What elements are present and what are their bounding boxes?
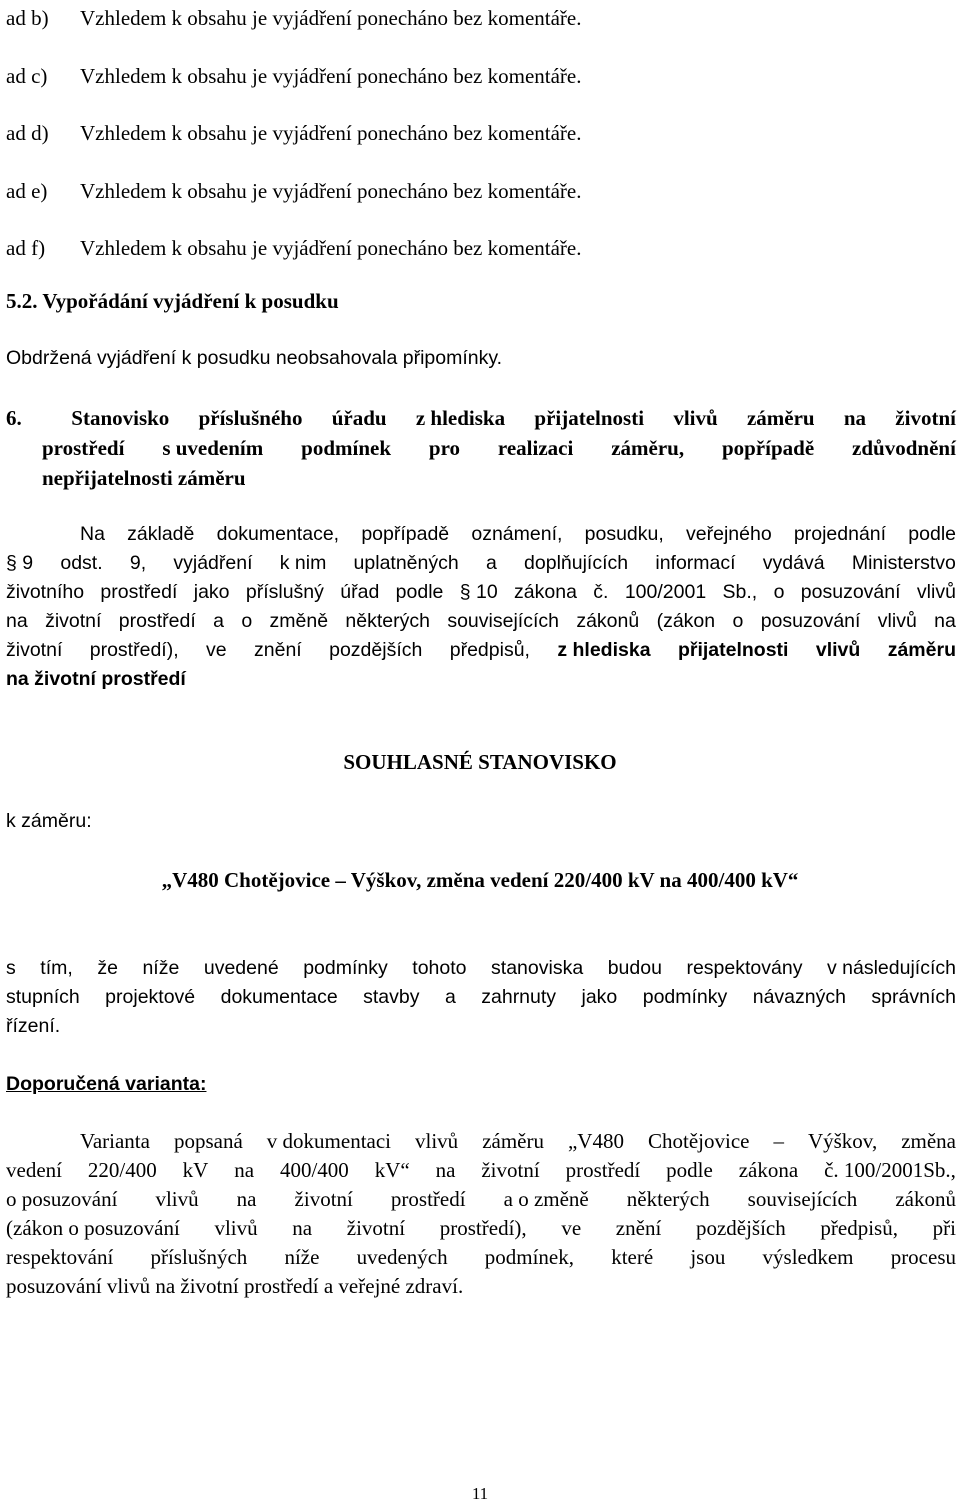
text-word: § 10 — [459, 581, 498, 603]
text-word: souvisejících — [747, 1187, 858, 1211]
text-word: prostředí — [118, 610, 196, 632]
text-word: prostředí — [100, 581, 178, 603]
text-word: zákonů — [895, 1187, 956, 1211]
ad-item — [6, 5, 581, 31]
text-word: na životní prostředí — [6, 668, 186, 690]
text-word: posuzování — [800, 581, 901, 603]
text-word: Chotějovice — [647, 1129, 750, 1153]
text-word: vydává — [762, 552, 825, 574]
page-number: 11 — [471, 1484, 489, 1503]
text-word: odst. — [60, 552, 103, 574]
text-word: zákona — [738, 1158, 799, 1182]
text-word: tohoto — [412, 957, 467, 979]
text-word: základě — [127, 523, 195, 545]
text-word: a o změně — [503, 1187, 589, 1211]
text-word: podle — [395, 581, 444, 603]
text-word: na — [934, 610, 956, 632]
text-word: § 9 — [6, 552, 34, 574]
text-word: kV — [182, 1158, 209, 1182]
text-word: ve — [561, 1216, 582, 1240]
text-word: níže — [142, 957, 180, 979]
text-word: 220/400 — [87, 1158, 157, 1182]
text-word: znění — [254, 639, 302, 661]
title-word: přijatelnosti — [534, 406, 645, 430]
text-word: Varianta — [80, 1129, 150, 1153]
text-line — [6, 607, 956, 636]
ad-item — [6, 178, 581, 204]
text-word: záměru — [887, 639, 956, 661]
text-word: jako — [193, 581, 230, 603]
text-word: kV“ — [374, 1158, 410, 1182]
title-word: s uvedením — [162, 436, 264, 460]
text-word: 9, — [129, 552, 147, 574]
text-word: v následujících — [826, 957, 956, 979]
section-52-heading: 5.2. Vypořádání vyjádření k posudku — [6, 289, 339, 313]
text-word: na — [6, 610, 28, 632]
text-word: vlivů — [155, 1187, 199, 1211]
ad-item-label: ad b) — [6, 6, 49, 30]
ad-item — [6, 235, 581, 261]
title-word: Stanovisko — [71, 406, 170, 430]
text-word: – — [773, 1129, 784, 1153]
title-word: záměru, — [611, 436, 685, 460]
text-word: tím, — [40, 957, 73, 979]
text-word: předpisů, — [820, 1216, 898, 1240]
text-word: s — [6, 957, 16, 979]
text-word: posuzování — [760, 610, 861, 632]
text-word: o — [732, 610, 744, 632]
title-word: nepřijatelnosti záměru — [42, 466, 246, 490]
section-6-title-line — [6, 463, 956, 493]
text-word: k nim — [279, 552, 327, 574]
text-word: změna — [901, 1129, 956, 1153]
verdict-title: SOUHLASNÉ STANOVISKO — [343, 750, 617, 774]
section-6-number: 6. — [6, 406, 22, 430]
text-word: na — [236, 1187, 257, 1211]
text-line — [6, 1127, 956, 1156]
text-word: Ministerstvo — [851, 552, 956, 574]
text-word: Na — [80, 523, 105, 545]
text-line — [6, 520, 956, 549]
title-word: záměru — [746, 406, 815, 430]
text-word: znění — [615, 1216, 662, 1240]
text-word: respektovány — [686, 957, 803, 979]
section-6-title-line — [6, 403, 956, 433]
text-word: dokumentace — [220, 986, 338, 1008]
text-word: vlivů — [214, 1216, 258, 1240]
text-word: životní — [346, 1216, 406, 1240]
project-title: „V480 Chotějovice – Výškov, změna vedení 220/400 kV na 400/400 kV“ — [161, 868, 799, 892]
text-word: na — [292, 1216, 313, 1240]
text-word: podmínky — [303, 957, 388, 979]
ad-item-text: Vzhledem k obsahu je vyjádření ponecháno bez komentáře. — [80, 6, 582, 30]
text-word: o posuzování — [6, 1187, 118, 1211]
text-line — [6, 954, 956, 983]
text-word: oznámení, — [471, 523, 563, 545]
text-word: informací — [655, 552, 736, 574]
title-word: z hlediska — [415, 406, 506, 430]
section-6-paragraph — [6, 520, 956, 694]
ad-item-text: Vzhledem k obsahu je vyjádření ponecháno bez komentáře. — [80, 178, 582, 203]
text-word: o — [773, 581, 785, 603]
text-word: č. 100/2001Sb., — [824, 1158, 956, 1182]
text-word: jako — [581, 986, 618, 1008]
text-word: zákonů — [576, 610, 640, 632]
title-word: prostředí — [42, 436, 125, 460]
text-word: o — [241, 610, 253, 632]
title-word: úřadu — [331, 406, 387, 430]
text-word: posuzování vlivů na životní prostředí a veřejné zdraví. — [6, 1274, 464, 1298]
text-word: uvedených — [356, 1245, 448, 1269]
text-word: na — [234, 1158, 255, 1182]
text-word: budou — [607, 957, 662, 979]
text-line — [6, 1012, 956, 1041]
text-word: návazných — [752, 986, 846, 1008]
text-word: (zákon — [656, 610, 716, 632]
text-word: podle — [666, 1158, 713, 1182]
text-word: jsou — [690, 1245, 726, 1269]
text-line — [6, 1272, 956, 1301]
text-word: „V480 — [567, 1129, 624, 1153]
title-word: životní — [895, 406, 956, 430]
recommended-heading: Doporučená varianta: — [6, 1073, 207, 1095]
text-word: některých — [345, 610, 430, 632]
text-line — [6, 983, 956, 1012]
conditions-paragraph — [6, 954, 956, 1041]
ad-item-text: Vzhledem k obsahu je vyjádření ponecháno bez komentáře. — [80, 121, 582, 145]
text-word: stanoviska — [491, 957, 584, 979]
text-word: v dokumentaci — [266, 1129, 392, 1153]
text-line — [6, 1156, 956, 1185]
ad-item-label: ad d) — [6, 121, 49, 145]
text-word: podle — [908, 523, 956, 545]
text-word: vlivů — [415, 1129, 459, 1153]
title-word: vlivů — [673, 406, 718, 430]
title-word: zdůvodnění — [852, 436, 956, 460]
text-word: 400/400 — [279, 1158, 349, 1182]
text-line — [6, 665, 956, 694]
text-word: procesu — [890, 1245, 956, 1269]
text-word: správních — [871, 986, 956, 1008]
text-word: Sb., — [722, 581, 758, 603]
text-word: přijatelnosti — [677, 639, 789, 661]
text-word: veřejného — [686, 523, 772, 545]
text-word: projednání — [793, 523, 887, 545]
text-word: podmínek, — [484, 1245, 575, 1269]
text-word: změně — [269, 610, 329, 632]
ad-item-label: ad e) — [6, 178, 48, 203]
text-word: projektové — [105, 986, 196, 1008]
text-word: příslušných — [150, 1245, 248, 1269]
text-line — [6, 578, 956, 607]
text-word: stupních — [6, 986, 80, 1008]
text-word: prostředí — [390, 1187, 466, 1211]
text-word: výsledkem — [762, 1245, 854, 1269]
recommended-paragraph — [6, 1127, 956, 1301]
text-word: stavby — [363, 986, 420, 1008]
ad-item — [6, 63, 581, 89]
text-line — [6, 549, 956, 578]
text-word: předpisů, — [449, 639, 530, 661]
text-word: č. — [593, 581, 609, 603]
text-word: níže — [284, 1245, 320, 1269]
title-word: realizaci — [497, 436, 574, 460]
title-word: příslušného — [198, 406, 303, 430]
text-word: životní — [45, 610, 102, 632]
text-word: uvedené — [203, 957, 279, 979]
text-word: dokumentace, — [216, 523, 340, 545]
text-line — [6, 1185, 956, 1214]
text-word: popřípadě — [361, 523, 450, 545]
title-word: na — [843, 406, 867, 430]
text-line — [6, 636, 956, 665]
text-word: Výškov, — [807, 1129, 878, 1153]
text-word: podmínky — [642, 986, 728, 1008]
text-word: životní — [294, 1187, 353, 1211]
title-word: podmínek — [301, 436, 392, 460]
text-line — [6, 1214, 956, 1243]
text-word: řízení. — [6, 1015, 61, 1037]
text-line — [6, 1243, 956, 1272]
text-word: uplatněných — [353, 552, 459, 574]
text-word: prostředí — [565, 1158, 641, 1182]
section-6-title — [6, 403, 956, 493]
text-word: prostředí), — [439, 1216, 527, 1240]
text-word: prostředí), — [89, 639, 179, 661]
text-word: vlivů — [815, 639, 861, 661]
ad-item-text: Vzhledem k obsahu je vyjádření ponecháno bez komentáře. — [80, 63, 582, 88]
text-word: vedení — [6, 1158, 62, 1182]
text-word: zákona — [514, 581, 577, 603]
text-word: a — [444, 986, 456, 1008]
k-zameru-label: k záměru: — [6, 810, 92, 832]
ad-item — [6, 120, 581, 146]
text-word: pozdějších — [329, 639, 423, 661]
text-word: 100/2001 — [624, 581, 707, 603]
text-word: pozdějších — [695, 1216, 786, 1240]
text-word: že — [97, 957, 118, 979]
text-word: při — [932, 1216, 956, 1240]
text-word: na — [435, 1158, 456, 1182]
text-word: vlivů — [877, 610, 917, 632]
text-word: z hlediska — [557, 639, 651, 661]
text-word: vlivů — [916, 581, 956, 603]
text-word: životního — [6, 581, 85, 603]
text-word: doplňujících — [524, 552, 629, 574]
title-word: popřípadě — [721, 436, 815, 460]
text-word: popsaná — [173, 1129, 243, 1153]
ad-item-text: Vzhledem k obsahu je vyjádření ponecháno bez komentáře. — [80, 236, 582, 260]
ad-item-label: ad c) — [6, 63, 48, 88]
text-word: životní — [6, 639, 63, 661]
text-word: příslušný — [245, 581, 324, 603]
text-word: (zákon o posuzování — [6, 1216, 180, 1240]
ad-item-label: ad f) — [6, 236, 46, 260]
section-6-title-line — [6, 433, 956, 463]
title-word: pro — [428, 436, 461, 460]
text-word: a — [213, 610, 224, 632]
text-word: úřad — [340, 581, 380, 603]
text-word: vyjádření — [173, 552, 253, 574]
text-word: souvisejících — [447, 610, 559, 632]
text-word: ve — [206, 639, 227, 661]
section-52-text: Obdržená vyjádření k posudku neobsahovala připomínky. — [6, 347, 503, 369]
text-word: posudku, — [584, 523, 664, 545]
text-word: a — [485, 552, 497, 574]
text-word: záměru — [482, 1129, 544, 1153]
text-word: respektování — [6, 1245, 114, 1269]
text-word: zahrnuty — [481, 986, 557, 1008]
text-word: životní — [481, 1158, 540, 1182]
text-word: které — [611, 1245, 654, 1269]
text-word: některých — [626, 1187, 710, 1211]
